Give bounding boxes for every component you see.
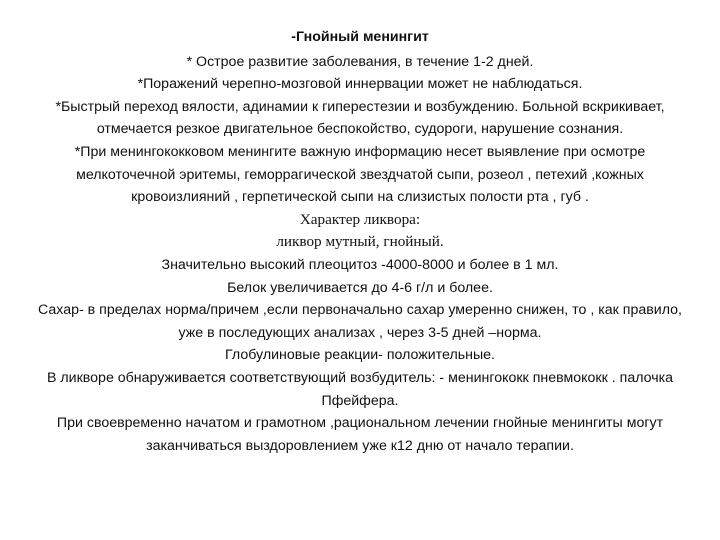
slide-title: -Гнойный менингит: [291, 29, 429, 45]
paragraph-pleocytosis: Значительно высокий плеоцитоз -4000-8000 и более в 1 мл.: [161, 256, 559, 273]
paragraph-treatment: При своевременно начатом и грамотном ,рациональном лечении гнойные менингиты могут заканчиваться выздоровлением уже к12 дню от начало терапии.: [56, 415, 664, 454]
paragraph-meningococcal-rash: *При менингококковом менингите важную информацию несет выявление при осмотре мелкоточечной эритемы, геморрагической звездчатой сыпи, розеол , петехий ,кожных кровоизлияний , герпетической сыпи на слизистых полости рта , губ .: [74, 143, 646, 206]
paragraph-transition: *Быстрый переход вялости, адинамии к гиперестезии и возбуждению. Больной вскрикивает, отмечается резкое двигательное беспокойство, судороги, нарушение сознания.: [55, 98, 665, 138]
paragraph-pathogen: В ликворе обнаруживается соответствующий возбудитель: - менингококк пневмококк . палочка Пфейфера.: [46, 369, 674, 409]
paragraph-csf-heading: Характер ликвора:: [299, 210, 421, 228]
paragraph-sugar: Сахар- в пределах норма/причем ,если первоначально сахар умеренно снижен, то , как правило, уже в последующих анализах , через 3-5 дней –норма.: [38, 302, 682, 341]
paragraph-protein: Белок увеличивается до 4-6 г/л и более.: [227, 279, 493, 296]
paragraph-cranial-nerves: *Поражений черепно-мозговой иннервации может не наблюдаться.: [137, 76, 583, 93]
paragraph-csf-appearance: ликвор мутный, гнойный.: [276, 233, 444, 251]
paragraph-globulin: Глобулиновые реакции- положительные.: [225, 347, 495, 364]
paragraph-acute-onset: * Острое развитие заболевания, в течение 1-2 дней.: [186, 53, 534, 70]
